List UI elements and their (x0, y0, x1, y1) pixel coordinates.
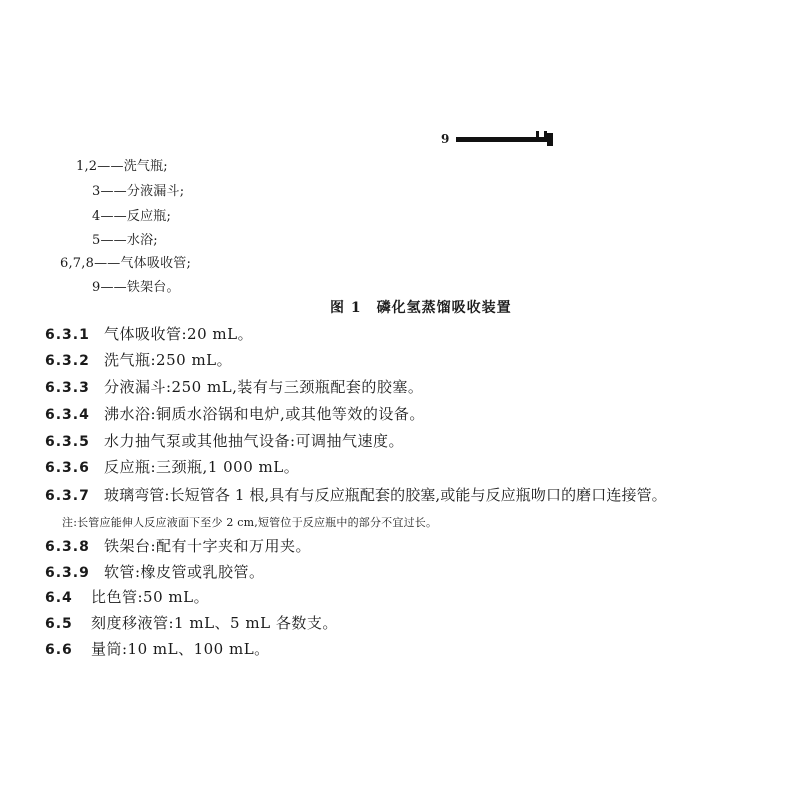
legend-dash: —— (100, 184, 127, 199)
clause-6-3-4 (45, 403, 425, 424)
clause-text: 软管:橡皮管或乳胶管。 (104, 563, 265, 581)
clause-number: 6.4 (45, 590, 73, 606)
clause-text: 反应瓶:三颈瓶,1 000 mL。 (104, 458, 300, 476)
clause-6-3-9 (45, 561, 265, 582)
clause-text: 刻度移液管:1 mL、5 mL 各数支。 (91, 614, 338, 632)
legend-number: 1,2 (76, 159, 98, 174)
clause-text: 洗气瓶:250 mL。 (104, 351, 233, 369)
clause-6-5 (45, 612, 338, 633)
clause-6-3-7 (45, 484, 667, 505)
legend-number: 9 (92, 280, 101, 295)
clause-text: 分液漏斗:250 mL,装有与三颈瓶配套的胶塞。 (104, 378, 424, 396)
legend-dash: —— (97, 159, 124, 174)
clause-6-3-6 (45, 456, 299, 477)
figure-bar-end (547, 133, 553, 146)
clause-number: 6.3.4 (45, 407, 90, 423)
clause-text: 沸水浴:铜质水浴锅和电炉,或其他等效的设备。 (104, 405, 425, 423)
legend-number: 3 (92, 184, 101, 199)
legend-dash: —— (100, 233, 127, 248)
note-text: 注:长管应能伸人反应液面下至少 2 cm,短管位于反应瓶中的部分不宜过长。 (62, 516, 438, 529)
clause-text: 气体吸收管:20 mL。 (104, 325, 254, 343)
legend-label: 分液漏斗; (126, 184, 185, 199)
clause-6-3-2 (45, 349, 232, 370)
clause-6-3-8 (45, 535, 311, 556)
legend-item (92, 180, 184, 199)
clause-6-3-1 (45, 323, 253, 344)
legend-dash: —— (100, 209, 127, 224)
legend-item (92, 205, 171, 224)
legend-item (76, 155, 168, 174)
clause-6-3-3 (45, 376, 423, 397)
legend-label: 反应瓶; (126, 209, 172, 224)
clause-number: 6.3.3 (45, 380, 90, 396)
legend-label: 铁架台。 (126, 280, 180, 295)
clause-text: 玻璃弯管:长短管各 1 根,具有与反应瓶配套的胶塞,或能与反应瓶吻口的磨口连接管。 (104, 486, 667, 504)
legend-item (92, 276, 180, 295)
clause-6-3-5 (45, 430, 404, 451)
clause-number: 6.3.1 (45, 327, 90, 343)
clause-text: 比色管:50 mL。 (91, 588, 210, 606)
clause-number: 6.3.2 (45, 353, 90, 369)
clause-text: 量筒:10 mL、100 mL。 (91, 640, 270, 658)
clause-number: 6.6 (45, 642, 73, 658)
legend-number: 5 (92, 233, 101, 248)
legend-dash: —— (94, 256, 121, 271)
clause-number: 6.3.9 (45, 565, 90, 581)
clause-number: 6.3.5 (45, 434, 90, 450)
clause-number: 6.3.6 (45, 460, 90, 476)
legend-item (60, 252, 191, 271)
clause-text: 水力抽气泵或其他抽气设备:可调抽气速度。 (104, 432, 405, 450)
clause-6-4 (45, 586, 209, 607)
legend-label: 气体吸收管; (120, 256, 192, 271)
legend-item (92, 229, 158, 248)
legend-label: 洗气瓶; (123, 159, 168, 174)
clause-text: 铁架台:配有十字夹和万用夹。 (104, 537, 312, 555)
figure-bar-tick (536, 131, 539, 139)
clause-number: 6.3.7 (45, 488, 90, 504)
clause-number: 6.3.8 (45, 539, 90, 555)
clause-6-6 (45, 638, 270, 659)
figure-bar-graphic (456, 137, 548, 142)
legend-dash: —— (100, 280, 127, 295)
legend-label: 水浴; (126, 233, 158, 248)
figure-caption: 图 1 磷化氢蒸馏吸收装置 (330, 300, 512, 316)
legend-number: 6,7,8 (60, 256, 95, 271)
clause-number: 6.5 (45, 616, 73, 632)
figure-number: 9 (441, 132, 450, 146)
legend-number: 4 (92, 209, 101, 224)
